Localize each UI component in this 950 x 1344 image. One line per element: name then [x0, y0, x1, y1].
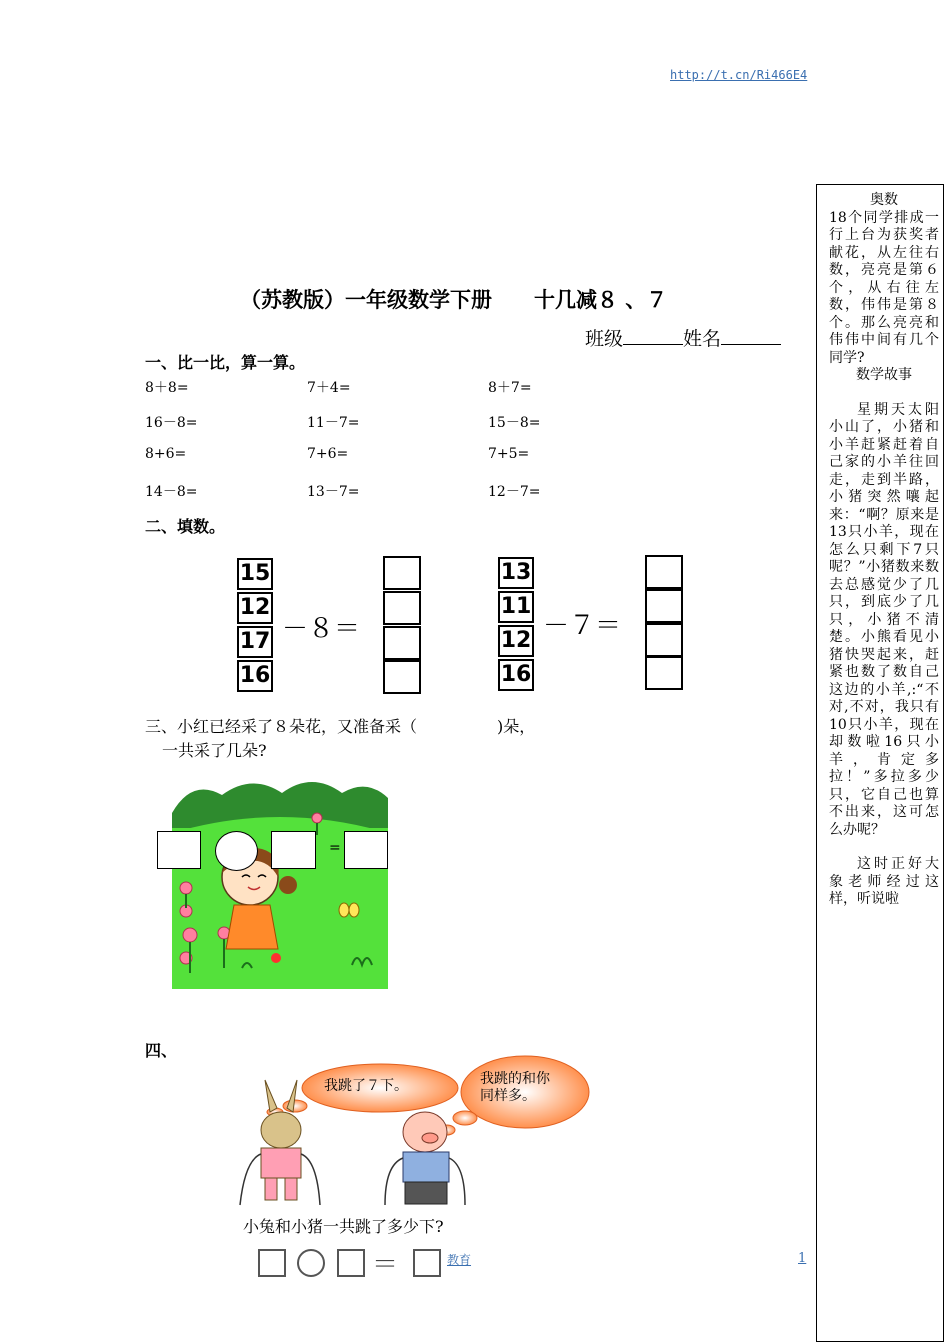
operator-circle[interactable] [215, 831, 258, 871]
calc-item: 7+6= [307, 446, 349, 462]
section3-line2: 一共采了几朵? [162, 741, 267, 760]
pig-speech-line1: 我跳的和你 [480, 1071, 550, 1087]
equals-sign: = [329, 840, 341, 856]
number-cell: 13 [498, 557, 534, 589]
calc-item: 15－8= [488, 415, 541, 431]
answer-box[interactable] [383, 556, 421, 590]
calc-item: 8＋7= [488, 380, 532, 396]
section2-heading: 二、填数。 [145, 517, 226, 536]
section3-text-b: )朵， [497, 717, 536, 736]
operator-circle[interactable] [297, 1249, 325, 1277]
answer-box[interactable] [645, 623, 683, 657]
pig-speech-line2: 同样多。 [480, 1088, 536, 1104]
class-blank [623, 328, 683, 345]
side-content [829, 192, 939, 909]
number-cell: 11 [498, 591, 534, 623]
footer-link[interactable]: 教育 [447, 1253, 472, 1267]
page-number: 1 [798, 1251, 807, 1266]
equation-box[interactable] [157, 831, 201, 869]
equation-box[interactable] [271, 831, 316, 869]
answer-box[interactable] [413, 1249, 441, 1277]
section4-question: 小兔和小猪一共跳了多少下? [243, 1217, 444, 1236]
name-blank [721, 328, 781, 345]
answer-box[interactable] [383, 626, 421, 660]
answer-box[interactable] [383, 660, 421, 694]
rabbit-speech: 我跳了７下。 [324, 1078, 408, 1094]
answer-box[interactable] [383, 591, 421, 625]
answer-box[interactable] [645, 555, 683, 589]
calc-item: 7+5= [488, 446, 530, 462]
calc-item: 11－7= [307, 415, 360, 431]
header-link[interactable]: http://t.cn/Ri466E4 [670, 68, 808, 82]
story-heading: 数学故事 [856, 367, 912, 383]
calc-item: 16－8= [145, 415, 198, 431]
equation-box[interactable] [344, 831, 388, 869]
answer-box[interactable] [258, 1249, 286, 1277]
class-name-line [585, 324, 781, 351]
calc-item: 8+6= [145, 446, 187, 462]
story-text-continued: 这时正好大象老师经过这样，听说啦 [829, 856, 939, 907]
olympiad-heading: 奥数 [870, 192, 898, 208]
calc-item: 12－7= [488, 484, 541, 500]
section3-line1 [145, 714, 535, 737]
calc-item: 14－8= [145, 484, 198, 500]
number-cell: 12 [237, 592, 273, 624]
equals-sign: ＝ [372, 1250, 399, 1280]
number-cell: 16 [498, 659, 534, 691]
minus-seven-equals: －７＝ [543, 611, 622, 641]
number-cell: 17 [237, 626, 273, 658]
meadow-scene-icon [172, 773, 388, 989]
page-title: （苏教版）一年级数学下册 十几减８ 、７ [240, 287, 668, 312]
calc-item: 7＋4= [307, 380, 351, 396]
answer-box[interactable] [337, 1249, 365, 1277]
name-label: 姓名 [683, 328, 722, 350]
number-cell: 12 [498, 625, 534, 657]
calc-item: 8＋8= [145, 380, 189, 396]
class-label: 班级 [585, 328, 624, 350]
section1-heading: 一、比一比，算一算。 [145, 353, 306, 372]
answer-box[interactable] [645, 589, 683, 623]
olympiad-problem: 18个同学排成一行上台为获奖者献花，从左往右数，亮亮是第６个，从右往左数，伟伟是第８个。那么亮亮和伟伟中间有几个同学? [829, 209, 939, 366]
answer-box[interactable] [645, 656, 683, 690]
calc-item: 13－7= [307, 484, 360, 500]
section3-text-a: 三、小红已经采了８朵花，又准备采（ [145, 717, 418, 736]
section4-heading: 四、 [145, 1041, 178, 1060]
story-text: 星期天太阳小山了，小猪和小羊赶紧赶着自己家的小羊往回走，走到半路，小猪突然嚷起来：“啊？原来是13只小羊，现在怎么只剩下7只呢？”小猪数来数去总感觉少了几只，到底少了几只，小猪不清楚。小熊看见小猪快哭起来，赶紧也数了数自己这边的小羊,:“不对,不对，我只有10只小羊，现在却数啦16只小羊，肯定多拉！”多拉多少只，它自己也算不出来，这可怎么办呢？ [829, 401, 939, 838]
minus-eight-equals: －８＝ [282, 614, 361, 644]
number-cell: 15 [237, 558, 273, 590]
number-cell: 16 [237, 660, 273, 692]
girl-picking-flowers-image [172, 773, 388, 989]
